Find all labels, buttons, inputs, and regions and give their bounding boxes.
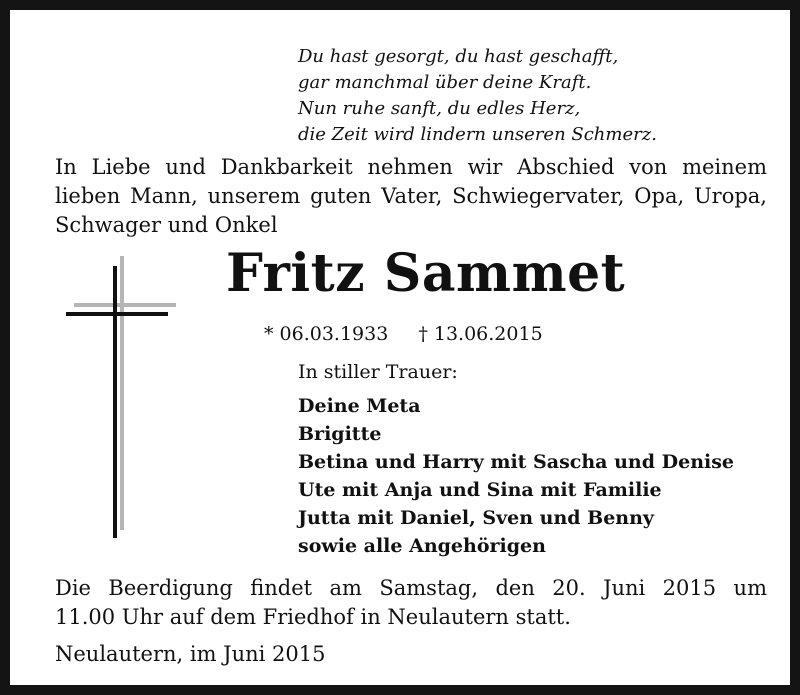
deceased-name: Fritz Sammet (226, 243, 626, 304)
funeral-line: Die Beerdigung findet am Samstag, den 20. Juni 2015 um (55, 576, 767, 600)
mourning-label: In stiller Trauer: (298, 361, 458, 383)
poem-line: gar manchmal über deine Kraft. (298, 72, 592, 93)
poem (298, 44, 657, 148)
cross-dark-vertical (113, 266, 117, 538)
poem-line: Du hast gesorgt, du hast geschafft, (298, 46, 619, 67)
life-dates (264, 321, 543, 347)
mourner: Betina und Harry mit Sascha und Denise (298, 451, 735, 473)
mourner: Ute mit Anja und Sina mit Familie (298, 479, 662, 501)
funeral-line: 11.00 Uhr auf dem Friedhof in Neulautern statt. (55, 605, 571, 629)
place-date: Neulautern, im Juni 2015 (55, 642, 326, 666)
mourner: Brigitte (298, 423, 382, 445)
cross-light-vertical (120, 256, 124, 530)
mourner: Jutta mit Daniel, Sven und Benny (298, 507, 654, 529)
intro-line: In Liebe und Dankbarkeit nehmen wir Abschied von meinem (55, 155, 767, 179)
poem-line: Nun ruhe sanft, du edles Herz, (298, 98, 581, 119)
birth-date: * 06.03.1933 (264, 323, 389, 345)
mourner: sowie alle Angehörigen (298, 535, 546, 557)
intro-text (55, 153, 767, 240)
mourner: Deine Meta (298, 395, 421, 417)
cross-icon (64, 256, 180, 540)
intro-line: Schwager und Onkel (55, 213, 278, 237)
cross-light-horizontal (74, 303, 176, 307)
mourners-list (298, 392, 734, 560)
funeral-notice (55, 574, 767, 632)
cross-dark-horizontal (66, 312, 168, 316)
poem-line: die Zeit wird lindern unseren Schmerz. (298, 124, 657, 145)
intro-line: lieben Mann, unserem guten Vater, Schwiegervater, Opa, Uropa, (55, 184, 767, 208)
death-date: † 13.06.2015 (418, 323, 543, 345)
